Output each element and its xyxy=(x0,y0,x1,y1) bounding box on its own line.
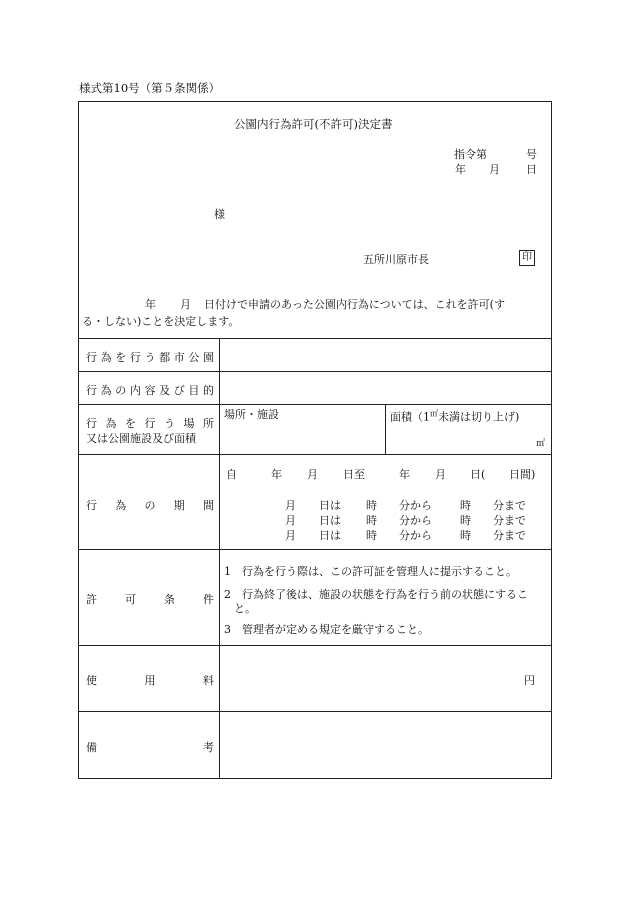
place-label-line1: 行 為 を 行 う 場 所 xyxy=(86,417,214,430)
place-title: 場所・施設 xyxy=(224,408,279,421)
recipient-suffix: 様 xyxy=(214,208,225,221)
conditions-label: 許 可 条 件 xyxy=(86,593,214,606)
body-year: 年 xyxy=(145,298,156,311)
condition-item-2: 2 行為終了後は、施設の状態を行為を行う前の状態にするこ xyxy=(224,588,528,601)
issuer-name: 五所川原市長 xyxy=(363,253,429,266)
document-number-label: 指令第 xyxy=(454,148,487,161)
date-day: 日 xyxy=(526,163,537,176)
document-number-suffix: 号 xyxy=(526,148,537,161)
fee-unit: 円 xyxy=(524,674,535,687)
fee-label: 使 用 料 xyxy=(86,674,214,687)
condition-item-2-cont: と。 xyxy=(234,602,256,615)
seal-mark: 印 xyxy=(519,250,535,266)
body-text-line1: 日付けで申請のあった公園内行為については、これを許可(す xyxy=(204,298,505,311)
date-month: 月 xyxy=(489,163,500,176)
period-label: 行 為 の 期 間 xyxy=(86,499,214,512)
park-label: 行 為 を 行 う 都 市 公 園 xyxy=(86,351,214,364)
area-title: 面積（1㎡未満は切り上げ) xyxy=(390,409,520,424)
date-year: 年 xyxy=(455,163,466,176)
form-number: 様式第10号（第５条関係） xyxy=(79,81,221,95)
content-label: 行 為 の 内 容 及 び 目 的 xyxy=(86,384,214,397)
condition-item-3: 3 管理者が定める規定を厳守すること。 xyxy=(224,623,429,636)
condition-item-1: 1 行為を行う際は、この許可証を管理人に提示すること。 xyxy=(224,565,517,578)
body-text-line2: る・しない)ことを決定します。 xyxy=(82,315,240,328)
document-title: 公園内行為許可(不許可)決定書 xyxy=(234,117,393,131)
area-unit: ㎡ xyxy=(536,439,546,449)
place-label-line2: 又は公園施設及び面積 xyxy=(86,432,196,445)
body-month: 月 xyxy=(180,298,191,311)
decision-form: 公園内行為許可(不許可)決定書 指令第 号 年 月 日 様 五所川原市長 印 年 月 日付けで申請のあった公園内行為については、これを許可(す る・しない)ことを決定します。 行 為 を 行 う 都 市 公 園 行 為 の 内 容 及 び 目 的 行 為 を 行 う 場 所 又は公園施設及び面積 場所・施設 面積（1㎡未満は切り上げ) ㎡ 行 為 の 期 間 自 年 月 日至 年 月 日( 日間) 月 日は 時 分から 時 分まで 月 日は 時 分から 時 分まで 月 日は 時 分から 時 分まで 許 可 条 件 1 行為を行う際は、この許可証を管理人に提示すること。 2 行為終了後は、施設の状態を行為を行う前の状態にするこ と。 3 管理者が定める規定を厳守すること。 使 用 料 円 備 考 xyxy=(78,101,552,779)
remarks-label: 備 考 xyxy=(86,741,214,754)
